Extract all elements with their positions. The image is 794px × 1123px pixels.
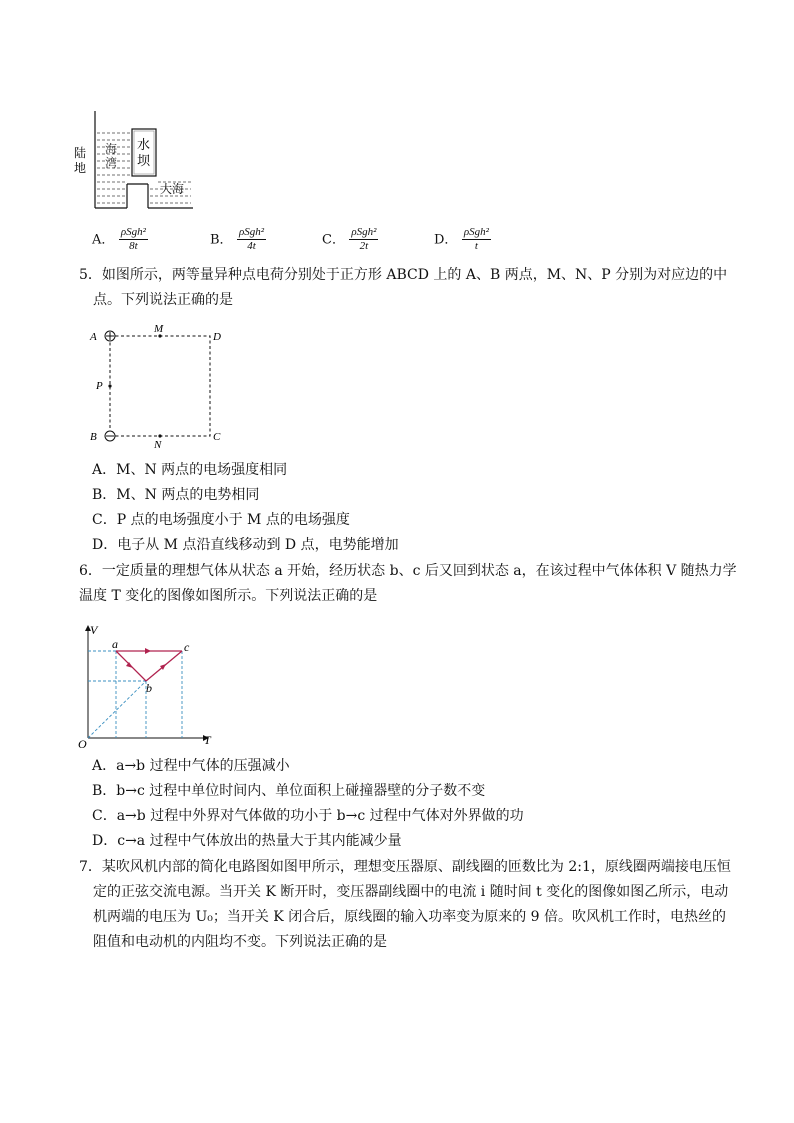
vt-graph <box>76 620 226 750</box>
dam-figure <box>70 105 200 215</box>
q6-option-b[interactable]: B．b→c 过程中单位时间内、单位面积上碰撞器壁的分子数不变 <box>92 783 486 799</box>
land-label-1: 陆 <box>74 146 87 160</box>
q4-option-b[interactable]: B． $\frac{\text{ρSgh²}}{4t}$ <box>210 226 265 252</box>
state-a-label: a <box>112 637 118 651</box>
q5-option-b[interactable]: B．M、N 两点的电势相同 <box>92 487 260 503</box>
square-figure <box>86 322 236 452</box>
q6-option-c[interactable]: C．a→b 过程中外界对气体做的功小于 b→c 过程中气体对外界做的功 <box>92 808 524 824</box>
state-c-label: c <box>184 640 190 654</box>
axis-label-V: V <box>90 623 98 637</box>
q4-options <box>92 226 652 262</box>
q7-line4: 阻值和电动机的内阻均不变。下列说法正确的是 <box>93 934 387 950</box>
q7-line1: 7．某吹风机内部的简化电路图如图甲所示，理想变压器原、副线圈的匝数比为 2:1，原线圈两端接电压恒 <box>79 859 731 875</box>
q5-stem-line1: 5．如图所示，两等量异种点电荷分别处于正方形 ABCD 上的 A、B 两点，M、N、P 分别为对应边的中 <box>79 267 728 283</box>
q5-option-a[interactable]: A．M、N 两点的电场强度相同 <box>92 462 288 478</box>
state-b-label: b <box>146 681 152 695</box>
origin-label: O <box>78 737 87 750</box>
label-B: B <box>90 431 97 443</box>
q4-option-a[interactable]: A． $\frac{\text{ρSgh²}}{8t}$ <box>92 226 146 252</box>
dam-label-dam: 坝 <box>137 153 151 168</box>
axis-label-T: T <box>204 733 211 747</box>
q6-stem-line1: 6．一定质量的理想气体从状态 a 开始，经历状态 b、c 后又回到状态 a，在该过程中气体体积 V 随热力学 <box>79 563 737 579</box>
label-C: C <box>213 431 221 443</box>
q4-option-c[interactable]: C． $\frac{\text{ρSgh²}}{2t}$ <box>322 226 377 252</box>
label-A: A <box>90 331 97 343</box>
q5-option-c[interactable]: C．P 点的电场强度小于 M 点的电场强度 <box>92 512 350 528</box>
q7-line3: 机两端的电压为 U₀；当开关 K 闭合后，原线圈的输入功率变为原来的 9 倍。吹风机工作时，电热丝的 <box>93 909 727 925</box>
q5-option-d[interactable]: D．电子从 M 点沿直线移动到 D 点，电势能增加 <box>92 537 399 553</box>
q6-option-d[interactable]: D．c→a 过程中气体放出的热量大于其内能减少量 <box>92 833 402 849</box>
label-P: P <box>96 380 103 392</box>
land-label-2: 地 <box>74 161 87 175</box>
q5-stem-line2: 点。下列说法正确的是 <box>93 292 233 308</box>
q6-stem-line2: 温度 T 变化的图像如图所示。下列说法正确的是 <box>79 588 378 604</box>
label-M: M <box>154 323 164 335</box>
bay-label-2: 湾 <box>105 156 118 170</box>
q4-option-d[interactable]: D． $\frac{\text{ρSgh²}}{t}$ <box>434 226 489 252</box>
label-D: D <box>213 331 221 343</box>
q7-line2: 定的正弦交流电源。当开关 K 断开时，变压器副线圈中的电流 i 随时间 t 变化的图像如图乙所示，电动 <box>93 884 729 900</box>
ocean-label: 大海 <box>160 182 185 196</box>
dam-label-water: 水 <box>137 137 151 152</box>
bay-label-1: 海 <box>105 142 118 156</box>
label-N: N <box>154 439 162 451</box>
q6-option-a[interactable]: A．a→b 过程中气体的压强减小 <box>92 758 290 774</box>
